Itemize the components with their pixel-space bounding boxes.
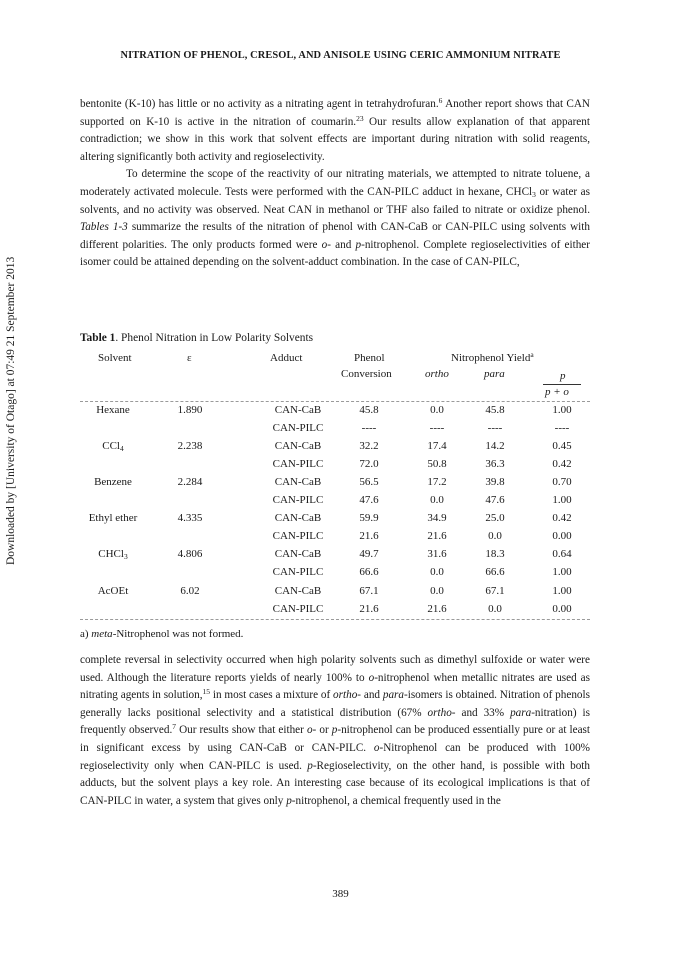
cell-ratio: 0.42 [552, 512, 572, 525]
cell-solvent: Ethyl ether [88, 512, 138, 525]
cell-epsilon: 2.284 [177, 476, 203, 489]
cell-solvent: Hexane [96, 404, 130, 416]
cell-ratio: 0.45 [552, 440, 572, 453]
cell-conversion: 56.5 [359, 476, 379, 489]
cell-para: 47.6 [485, 494, 505, 507]
cell-adduct: CAN-CaB [274, 512, 322, 525]
cell-epsilon: 1.890 [177, 404, 203, 416]
cell-ortho: 0.0 [430, 584, 444, 597]
cell-conversion: 21.6 [359, 530, 379, 543]
cell-ratio: 0.64 [552, 548, 572, 561]
cell-solvent: CCl$_4$ [102, 440, 124, 454]
cell-para: 39.8 [485, 476, 505, 489]
fraction-bar [543, 384, 581, 385]
cell-para: 0.0 [488, 602, 502, 615]
cell-ratio: ---- [554, 422, 570, 435]
cell-para: 67.1 [485, 584, 505, 597]
cell-adduct: CAN-CaB [274, 584, 322, 597]
col-header-epsilon: ε [187, 352, 192, 364]
cell-para: 36.3 [485, 458, 505, 471]
col-header-conversion: Conversion [341, 368, 392, 380]
cell-ortho: 0.0 [430, 566, 444, 579]
cell-ratio: 0.00 [552, 602, 572, 615]
cell-adduct: CAN-PILC [272, 602, 324, 615]
download-watermark: Downloaded by [University of Otago] at 07:49 21 September 2013 [5, 256, 17, 565]
cell-adduct: CAN-PILC [272, 494, 324, 507]
cell-adduct: CAN-PILC [272, 458, 324, 471]
table-rule-bottom [80, 619, 590, 620]
cell-conversion: 21.6 [359, 602, 379, 615]
cell-epsilon: 6.02 [180, 584, 200, 597]
running-head: NITRATION OF PHENOL, CRESOL, AND ANISOLE USING CERIC AMMONIUM NITRATE [120, 50, 561, 61]
table-footnote: a) meta-Nitrophenol was not formed. [80, 628, 244, 640]
cell-solvent: AcOEt [97, 584, 129, 597]
cell-adduct: CAN-CaB [274, 440, 322, 453]
cell-para: 14.2 [485, 440, 505, 453]
col-header-p: p [560, 370, 566, 382]
col-header-yield: Nitrophenol Yield$^a$ [451, 350, 534, 364]
cell-conversion: 49.7 [359, 548, 379, 561]
page-number: 389 [332, 888, 349, 900]
cell-ortho: 34.9 [427, 512, 447, 525]
col-header-solvent: Solvent [98, 352, 132, 364]
paragraph-discussion: complete reversal in selectivity occurred when high polarity solvents such as dimethyl sulfoxide or water were used. Although the literature reports yields of nearly 100% to o-nitrophenol when metallic nitrates are used as nitrating agents in solution,$^{15}$ in most cases a mixture of ortho- and para-isomers is obtained. Nitration of phenols generally lacks positional selectivity and a statistical distribution (67% ortho- and 33% para-nitration) is frequently observed.$^7$ Our results show that either o- or p-nitrophenol can be produced essentially pure or at least in significant excess by using CAN-CaB or CAN-PILC. o-Nitrophenol can be produced with 100% regioselectivity only when CAN-PILC is used. p-Regioselectivity, on the other hand, is possible with both adducts, but the solvent plays a key role. An interesting case because of its ecological implications is that of CAN-PILC in water, a system that gives only p-nitrophenol, a chemical frequently used in the [80, 654, 591, 807]
cell-ortho: 0.0 [430, 494, 444, 507]
cell-adduct: CAN-CaB [274, 476, 322, 489]
cell-conversion: 32.2 [359, 440, 379, 453]
cell-adduct: CAN-PILC [272, 530, 324, 543]
cell-ortho: 21.6 [427, 530, 447, 543]
cell-conversion: 72.0 [359, 458, 379, 471]
cell-ortho: 17.2 [427, 476, 447, 489]
cell-ratio: 0.70 [552, 476, 572, 489]
cell-ratio: 1.00 [552, 566, 572, 579]
col-header-phenol: Phenol [354, 352, 385, 364]
paragraph-intro: bentonite (K-10) has little or no activity as a nitrating agent in tetrahydrofuran.$^6$ Another report shows that CAN supported on K-10 is active in the nitration of coumarin.$^{23}$ Our results allow explanation of that apparent contradiction; we show in this work that solvent effects are important during nitration with solid reagents, altering significantly both activity and regioselectivity. To determine the scope of the reactivity of our nitrating materials, we attempted to nitrate toluene, a moderately activated molecule. Tests were performed with the CAN-PILC adduct in hexane, CHCl$_3$ or water as solvents, and no activity was observed. Neat CAN in methanol or THF also failed to nitrate or oxidize phenol. Tables 1-3 summarize the results of the nitration of phenol with CAN-CaB or CAN-PILC using solvents with different polarities. The only products formed were o- and p-nitrophenol. Complete regioselectivities of either isomer could be attained depending on the solvent-adduct combination. In the case of CAN-PILC, [80, 96, 591, 269]
cell-ratio: 1.00 [552, 494, 572, 507]
cell-solvent: CHCl$_3$ [98, 548, 128, 562]
cell-solvent: Benzene [94, 476, 132, 489]
col-header-ortho: ortho [425, 368, 449, 380]
cell-ratio: 1.00 [552, 584, 572, 597]
cell-conversion: ---- [361, 422, 377, 435]
cell-conversion: 66.6 [359, 566, 379, 579]
cell-conversion: 59.9 [359, 512, 379, 525]
cell-para: ---- [487, 422, 503, 435]
cell-adduct: CAN-PILC [272, 566, 324, 579]
cell-para: 0.0 [488, 530, 502, 543]
cell-para: 66.6 [485, 566, 505, 579]
cell-para: 18.3 [485, 548, 505, 561]
cell-epsilon: 4.806 [177, 548, 203, 561]
cell-ortho: 50.8 [427, 458, 447, 471]
cell-ratio: 0.00 [552, 530, 572, 543]
cell-para: 25.0 [485, 512, 505, 525]
cell-ortho: 17.4 [427, 440, 447, 453]
cell-epsilon: 4.335 [177, 512, 203, 525]
cell-ortho: 0.0 [430, 404, 444, 416]
cell-ratio: 1.00 [552, 404, 572, 416]
cell-adduct: CAN-PILC [272, 422, 324, 435]
table-rule-top [80, 401, 590, 402]
cell-ortho: 31.6 [427, 548, 447, 561]
cell-epsilon: 2.238 [177, 440, 203, 453]
col-header-adduct: Adduct [270, 352, 303, 364]
cell-ortho: ---- [429, 422, 445, 435]
col-header-p-plus-o: p + o [545, 386, 569, 398]
cell-ratio: 0.42 [552, 458, 572, 471]
cell-conversion: 47.6 [359, 494, 379, 507]
cell-conversion: 67.1 [359, 584, 379, 597]
table-caption: Table 1. Phenol Nitration in Low Polarity Solvents [80, 332, 314, 344]
cell-adduct: CAN-CaB [274, 404, 322, 416]
cell-ortho: 21.6 [427, 602, 447, 615]
cell-para: 45.8 [485, 404, 505, 416]
cell-adduct: CAN-CaB [274, 548, 322, 561]
col-header-para: para [484, 368, 505, 380]
cell-conversion: 45.8 [359, 404, 379, 416]
